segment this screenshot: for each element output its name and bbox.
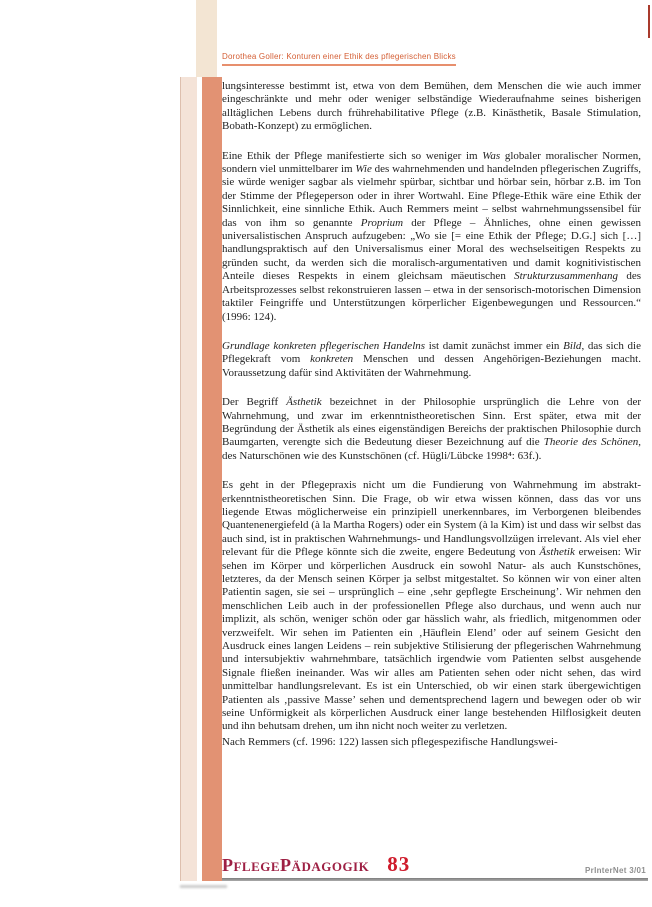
emphasized-text: Proprium — [360, 216, 404, 229]
body-text: lungsinteresse bestimmt ist, etwa von dem Bemühen, dem Menschen die wie auch immer eingeschränkte und mehr oder weniger selbständige Wiederaufnahme seines bisherigen alltäglichen Lebens durch frührehabilitative Pflege (z.B. Kinästhetik, Basale Stimulation, Bobath-Konzept) zu ermöglichen. — [222, 80, 641, 133]
article-body — [222, 80, 641, 856]
margin-bar-top-segment — [196, 0, 217, 77]
issue-label: PrInterNet 3/01 — [585, 866, 646, 875]
paragraph — [222, 150, 641, 324]
emphasized-text: Bild — [563, 339, 582, 352]
emphasized-text: Ästhetik — [539, 546, 575, 559]
emphasized-text: konkreten — [310, 353, 354, 366]
emphasized-text: Wie — [355, 163, 372, 176]
body-text: des Arbeitsprozesses selbst rekonstruieren lassen – etwa in der sensorisch-motorischen Dimension taktiler Feingriffe und Unterstützungen körperlicher Eigenbewegungen und Ressourcen.“ (1996: 124). — [222, 270, 641, 323]
emphasized-text: Theorie des Schönen — [543, 436, 639, 449]
journal-section-brand — [222, 852, 410, 877]
body-text: Der Begriff — [222, 396, 287, 409]
emphasized-text: Was — [482, 149, 501, 162]
emphasized-text: Strukturzusammenhang — [514, 270, 619, 283]
page-shadow — [180, 885, 227, 888]
running-header-title: Dorothea Goller: Konturen einer Ethik des pflegerischen Blicks — [222, 52, 456, 66]
body-text: Nach Remmers (cf. 1996: 122) lassen sich pflegespezifische Handlungswei- — [222, 735, 558, 748]
paragraph — [222, 396, 641, 463]
body-text: Eine Ethik der Pflege manifestierte sich so weniger im — [222, 149, 483, 162]
emphasized-text: Ästhetik — [286, 396, 322, 409]
scan-artifact-line — [648, 5, 650, 38]
page-edge-strip — [180, 77, 197, 881]
margin-bar — [202, 77, 222, 881]
body-text: erweisen: Wir sehen im Körper und körperlichen Ausdruck ein sowohl Natur- als auch Kunstschönes, letzteres, da der Mensch seinen Körper ja selbst mitgestaltet. So können wir von einer alten Patientin sagen, sie sei – ursprünglich – eine ‚sehr gepflegte Erscheinung’. Wir nehmen den menschlichen Leib auch in der professionellen Pflege also durchaus, und wenn auch nur implizit, als schön, weniger schön oder gar hässlich wahr, als friedlich, mitgenommen oder verzweifelt. Wir sehen im Patienten ein ‚Häuflein Elend’ oder auf seinem Gesicht den Ausdruck eines langen Leidens – rein subjektive Stilisierung der pflegerischen Wahrnehmung und intersubjektiv wahrnehmbare, tatsächlich irgendwie vom Patienten selbst ausgehende Signale fließen ineinander. Was wir alles am Patienten sehen oder nicht sehen, das wird unmittelbar handlungsrelevant. Es ist ein Unterschied, ob wir einen stark übergewichtigen Patienten als ‚passive Masse’ sehen und dementsprechend lagern und bewegen oder ob wir seine Unförmigkeit als körperlichen Ausdruck einer lange bestehenden Hilflosigkeit deuten und ihn behutsam drehen, um ihn nicht noch weiter zu verletzen. — [222, 546, 641, 733]
body-text: , das sich die Pflegekraft vom — [222, 339, 641, 366]
brand-text: PflegePädagogik — [222, 855, 370, 875]
emphasized-text: Grundlage konkreten pflegerischen Handelns — [222, 339, 426, 352]
paragraph — [222, 340, 641, 380]
body-text: Es geht in der Pflegepraxis nicht um die Fundierung von Wahrnehmung im abstrakt-erkenntnistheoretischen Sinn. Die Frage, ob wir etwa wissen können, dass das vor uns liegende Etwas möglicherweise ein prinzipiell unerkennbares, im Verborgenen bleibendes Quantenenergiefeld (à la Martha Rogers) oder ein System (à la Kim) ist und dass wir selbst das auch sind, ist in praktischen Wahrnehmungs- und Handlungsvollzügen irrelevant. Als viel eher relevant für die Pflege könnte sich die zweite, engere Bedeutung von — [222, 479, 641, 559]
page-footer — [222, 852, 648, 885]
body-text: der Pflege – Ähnliches, ohne einen gewissen universalistischen Anspruch aufzugeben: „Wo sie [= eine Ethik der Pflege; D.G.] sich […] handlungspraktisch auf den Universalismus einer Moral des wechselseitigen Respekts zu gründen sucht, da werden sich die moralisch-argumentativen und damit kognitivistischen Anteile dieses Respekts in einem gleichsam mäeutischen — [222, 216, 641, 283]
body-text: ist damit zunächst immer ein — [425, 339, 564, 352]
paragraph — [222, 479, 641, 734]
running-header — [222, 52, 456, 66]
paragraph — [222, 736, 641, 749]
body-text: , des Naturschönen wie des Kunstschönen (cf. Hügli/Lübcke 1998⁴: 63f.). — [222, 436, 641, 462]
body-text: Menschen und dessen Angehörigen-Beziehungen macht. Voraussetzung dafür sind Aktivitäten der Wahrnehmung. — [222, 353, 641, 379]
page-number: 83 — [387, 852, 411, 876]
footer-rule — [222, 878, 648, 881]
body-text: des wahrnehmenden und handelnden pflegerischen Zugriffs, sie würde weniger sagbar als vielmehr spürbar, sichtbar und hörbar sein, hörbar z.B. im Ton der Stimme der Pflegeperson oder in ihrer Wortwahl. Eine Pflege-Ethik wäre eine Ethik der Sinnlichkeit, eine sinnliche Ethik. Auch Remmers meint – selbst wahrnehmungssensibel für das von ihm so genannte — [222, 163, 641, 229]
body-text: bezeichnet in der Philosophie ursprünglich die Lehre von der Wahrnehmung, und zwar im erkenntnistheoretischen Sinn. Erst später, etwa mit der Begründung der Ästhetik als eines eigenständigen Bereichs der praktischen Philosophie durch Baumgarten, verengte sich die Bedeutung dieser Bezeichnung auf die — [222, 396, 641, 449]
body-text: globaler moralischer Normen, sondern viel unmittelbarer im — [222, 149, 641, 176]
paragraph — [222, 80, 641, 134]
